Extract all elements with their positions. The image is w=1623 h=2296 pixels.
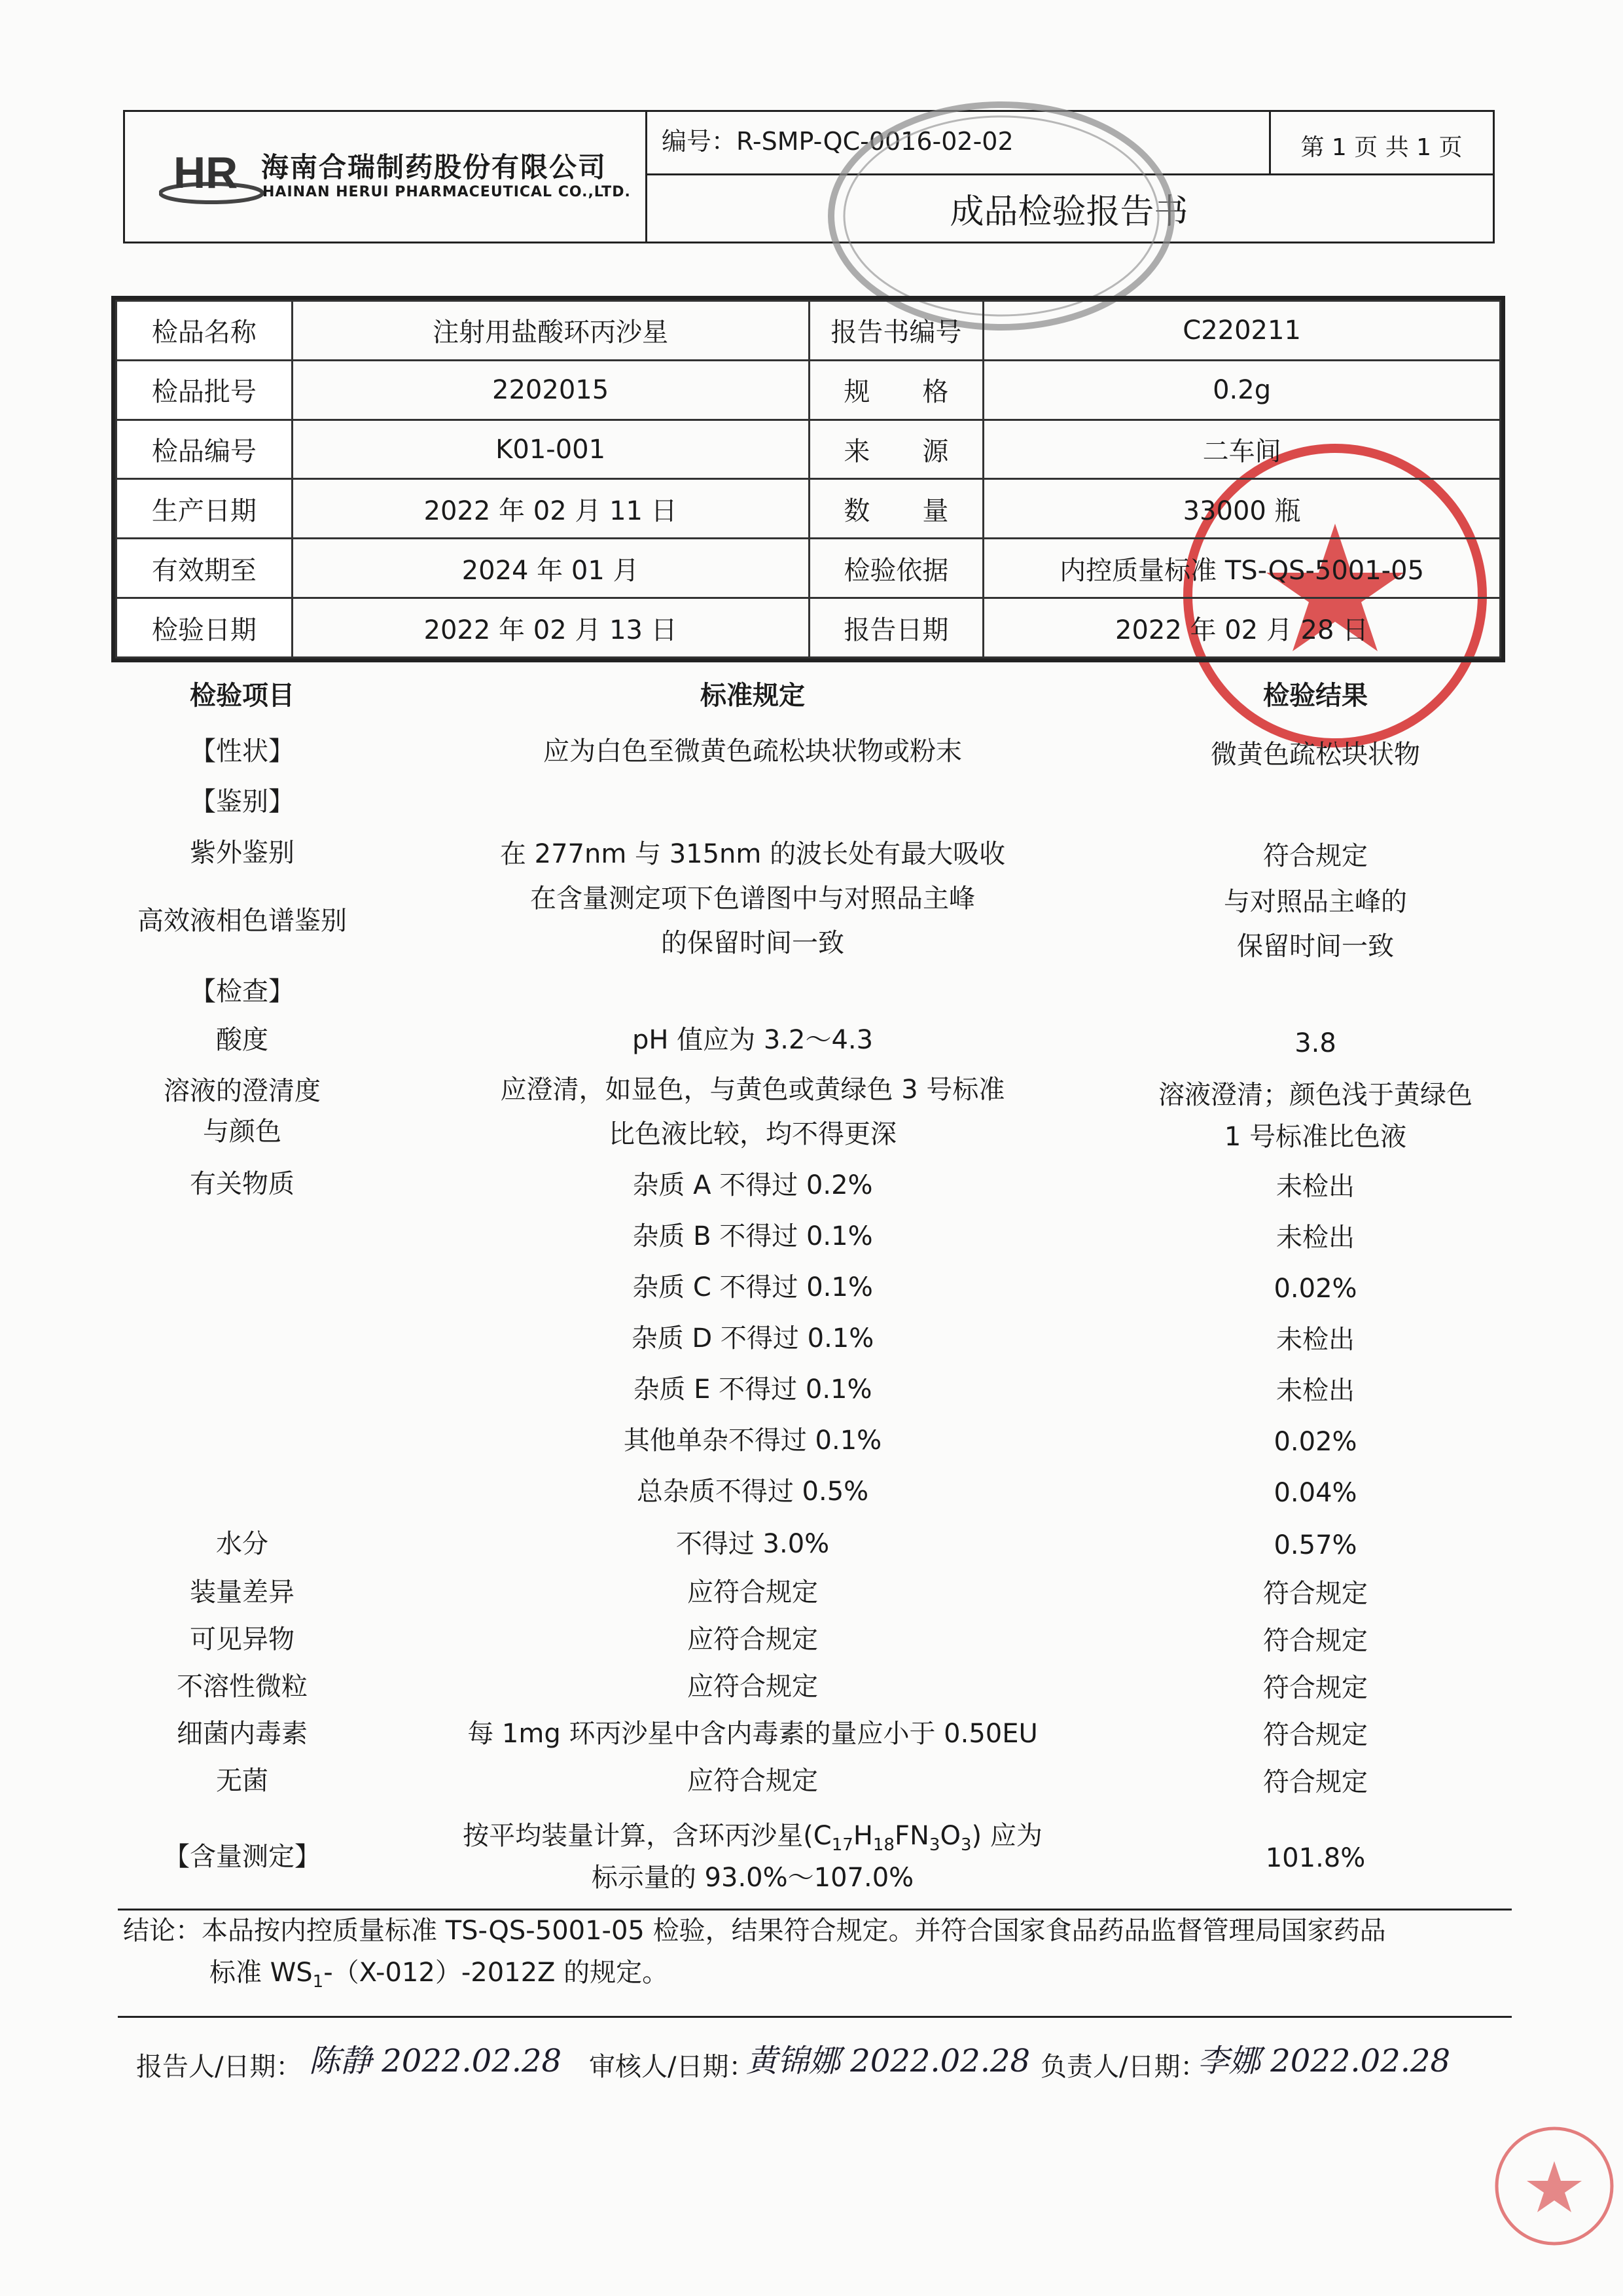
info-label: 报告日期 [809, 598, 984, 658]
info-row [116, 360, 1501, 420]
test-result: 符合规定 [1263, 841, 1368, 871]
info-label: 检验日期 [116, 598, 293, 658]
info-value: 33000 瓶 [984, 479, 1501, 539]
info-label: 报告书编号 [809, 301, 984, 361]
test-item: 【性状】 [190, 736, 294, 766]
test-item: 可见异物 [190, 1624, 294, 1655]
test-standard: 每 1mg 环丙沙星中含内毒素的量应小于 0.50EU [467, 1719, 1038, 1749]
info-row [116, 301, 1501, 361]
reviewer-signature: 黄锦娜 2022.02.28 [746, 2043, 1031, 2079]
test-item: 无菌 [216, 1766, 268, 1796]
info-value: 2024 年 01 月 [292, 539, 809, 598]
column-header-result: 检验结果 [1263, 681, 1368, 711]
test-standard: 的保留时间一致 [661, 928, 844, 958]
test-item: 细菌内毒素 [177, 1719, 308, 1749]
test-result: 101.8% [1265, 1843, 1366, 1873]
manager-label: 负责人/日期： [1041, 2052, 1207, 2082]
test-result: 保留时间一致 [1237, 931, 1394, 961]
info-value: 2022 年 02 月 28 日 [984, 598, 1501, 658]
conclusion-line: 标准 $WS_1-(X-012)-2012Z$ 的规定。 [209, 1958, 669, 1992]
test-standard: 杂质 D 不得过 0.1% [631, 1323, 874, 1354]
test-standard: 应为白色至微黄色疏松块状物或粉末 [543, 736, 962, 766]
test-result: 0.04% [1274, 1478, 1357, 1508]
test-standard: 其他单杂不得过 0.1% [623, 1426, 882, 1456]
test-standard: 总杂质不得过 0.5% [636, 1477, 869, 1507]
test-result: 符合规定 [1263, 1720, 1368, 1750]
conclusion-line: 结论：本品按内控质量标准 TS-QS-5001-05 检验，结果符合规定。并符合国家食品药品监督管理局国家药品 [123, 1916, 1386, 1946]
info-label: 数 量 [809, 479, 984, 539]
info-value: 二车间 [984, 420, 1501, 479]
divider [118, 2016, 1512, 2018]
test-result: 3.8 [1294, 1028, 1336, 1058]
test-item: 装量差异 [190, 1577, 294, 1607]
test-standard: pH 值应为 3.2～4.3 [632, 1025, 874, 1055]
test-standard: 标示量的 93.0%～107.0% [591, 1863, 914, 1893]
test-result: 未检出 [1276, 1172, 1355, 1202]
test-result: 与对照品主峰的 [1224, 887, 1407, 917]
section-heading: 【检查】 [190, 977, 294, 1007]
test-item: 有关物质 [190, 1169, 294, 1199]
test-result: 符合规定 [1263, 1579, 1368, 1609]
test-standard: 不得过 3.0% [675, 1529, 830, 1559]
test-result: 未检出 [1276, 1376, 1355, 1406]
info-label: 检品批号 [116, 360, 293, 420]
test-item: 溶液的澄清度 [164, 1076, 321, 1106]
test-standard: 杂质 B 不得过 0.1% [632, 1221, 873, 1251]
test-result: 溶液澄清；颜色浅于黄绿色 [1158, 1080, 1472, 1110]
test-result: 未检出 [1276, 1223, 1355, 1253]
info-value: K01-001 [292, 420, 809, 479]
test-standard: 比色液比较，均不得更深 [609, 1119, 897, 1149]
company-name-cn: 海南合瑞制药股份有限公司 [261, 151, 607, 183]
info-value: 2202015 [292, 360, 809, 420]
column-header-item: 检验项目 [190, 681, 294, 711]
info-value: 注射用盐酸环丙沙星 [292, 301, 809, 361]
info-row [116, 420, 1501, 479]
test-standard: 应澄清，如显色，与黄色或黄绿色 3 号标准 [500, 1075, 1005, 1105]
report-header [123, 110, 1495, 243]
test-standard: 杂质 A 不得过 0.2% [632, 1170, 873, 1200]
test-item: 【含量测定】 [164, 1842, 321, 1872]
document-code: 编号：R-SMP-QC-0016-02-02 [662, 127, 1014, 156]
test-result: 符合规定 [1263, 1673, 1368, 1703]
test-result: 0.02% [1274, 1274, 1357, 1304]
test-standard: 在含量测定项下色谱图中与对照品主峰 [530, 884, 975, 914]
report-title: 成品检验报告书 [950, 192, 1188, 232]
info-value: 2022 年 02 月 13 日 [292, 598, 809, 658]
info-value: 2022 年 02 月 11 日 [292, 479, 809, 539]
test-result: 未检出 [1276, 1325, 1355, 1355]
test-standard: 按平均装量计算，含环丙沙星$(C_{17}H_{18}FN_3O_3)$ 应为 [463, 1821, 1043, 1855]
test-item: 与颜色 [203, 1117, 281, 1147]
info-row [116, 598, 1501, 658]
info-label: 有效期至 [116, 539, 293, 598]
info-value: 0.2g [984, 360, 1501, 420]
page-info: 第 1 页 共 1 页 [1300, 134, 1463, 161]
test-item: 紫外鉴别 [190, 838, 294, 868]
svg-text:HR: HR [173, 148, 238, 198]
info-label: 来 源 [809, 420, 984, 479]
test-item: 不溶性微粒 [177, 1672, 308, 1702]
test-standard: 在 277nm 与 315nm 的波长处有最大吸收 [499, 839, 1006, 869]
company-name-en: HAINAN HERUI PHARMACEUTICAL CO.,LTD. [262, 184, 631, 200]
info-row [116, 539, 1501, 598]
info-value: C220211 [984, 301, 1501, 361]
test-standard: 应符合规定 [687, 1672, 818, 1702]
test-standard: 应符合规定 [687, 1766, 818, 1796]
test-item: 高效液相色谱鉴别 [137, 906, 347, 936]
test-result: 0.57% [1274, 1530, 1357, 1560]
test-standard: 应符合规定 [687, 1577, 818, 1607]
info-label: 生产日期 [116, 479, 293, 539]
test-result: 符合规定 [1263, 1767, 1368, 1797]
section-heading: 【鉴别】 [190, 787, 294, 817]
info-label: 检验依据 [809, 539, 984, 598]
test-result: 符合规定 [1263, 1626, 1368, 1656]
reviewer-label: 审核人/日期： [589, 2052, 755, 2082]
info-label: 检品编号 [116, 420, 293, 479]
manager-signature: 李娜 2022.02.28 [1198, 2043, 1451, 2079]
product-info-table [111, 296, 1505, 662]
test-result: 0.02% [1274, 1427, 1357, 1457]
inspection-seal-small [1489, 2121, 1620, 2251]
info-label: 规 格 [809, 360, 984, 420]
column-header-standard: 标准规定 [700, 681, 805, 711]
test-item: 酸度 [216, 1025, 268, 1055]
reporter-signature: 陈静 2022.02.28 [309, 2043, 562, 2079]
test-standard: 杂质 C 不得过 0.1% [632, 1272, 873, 1302]
info-label: 检品名称 [116, 301, 293, 361]
info-row [116, 479, 1501, 539]
info-value: 内控质量标准 TS-QS-5001-05 [984, 539, 1501, 598]
reporter-label: 报告人/日期： [136, 2052, 302, 2082]
conclusion [123, 1910, 1510, 2003]
test-standard: 杂质 E 不得过 0.1% [633, 1374, 872, 1405]
test-standard: 应符合规定 [687, 1624, 818, 1655]
test-result: 1 号标准比色液 [1224, 1122, 1407, 1152]
test-result: 微黄色疏松块状物 [1211, 740, 1420, 770]
test-item: 水分 [216, 1529, 268, 1559]
